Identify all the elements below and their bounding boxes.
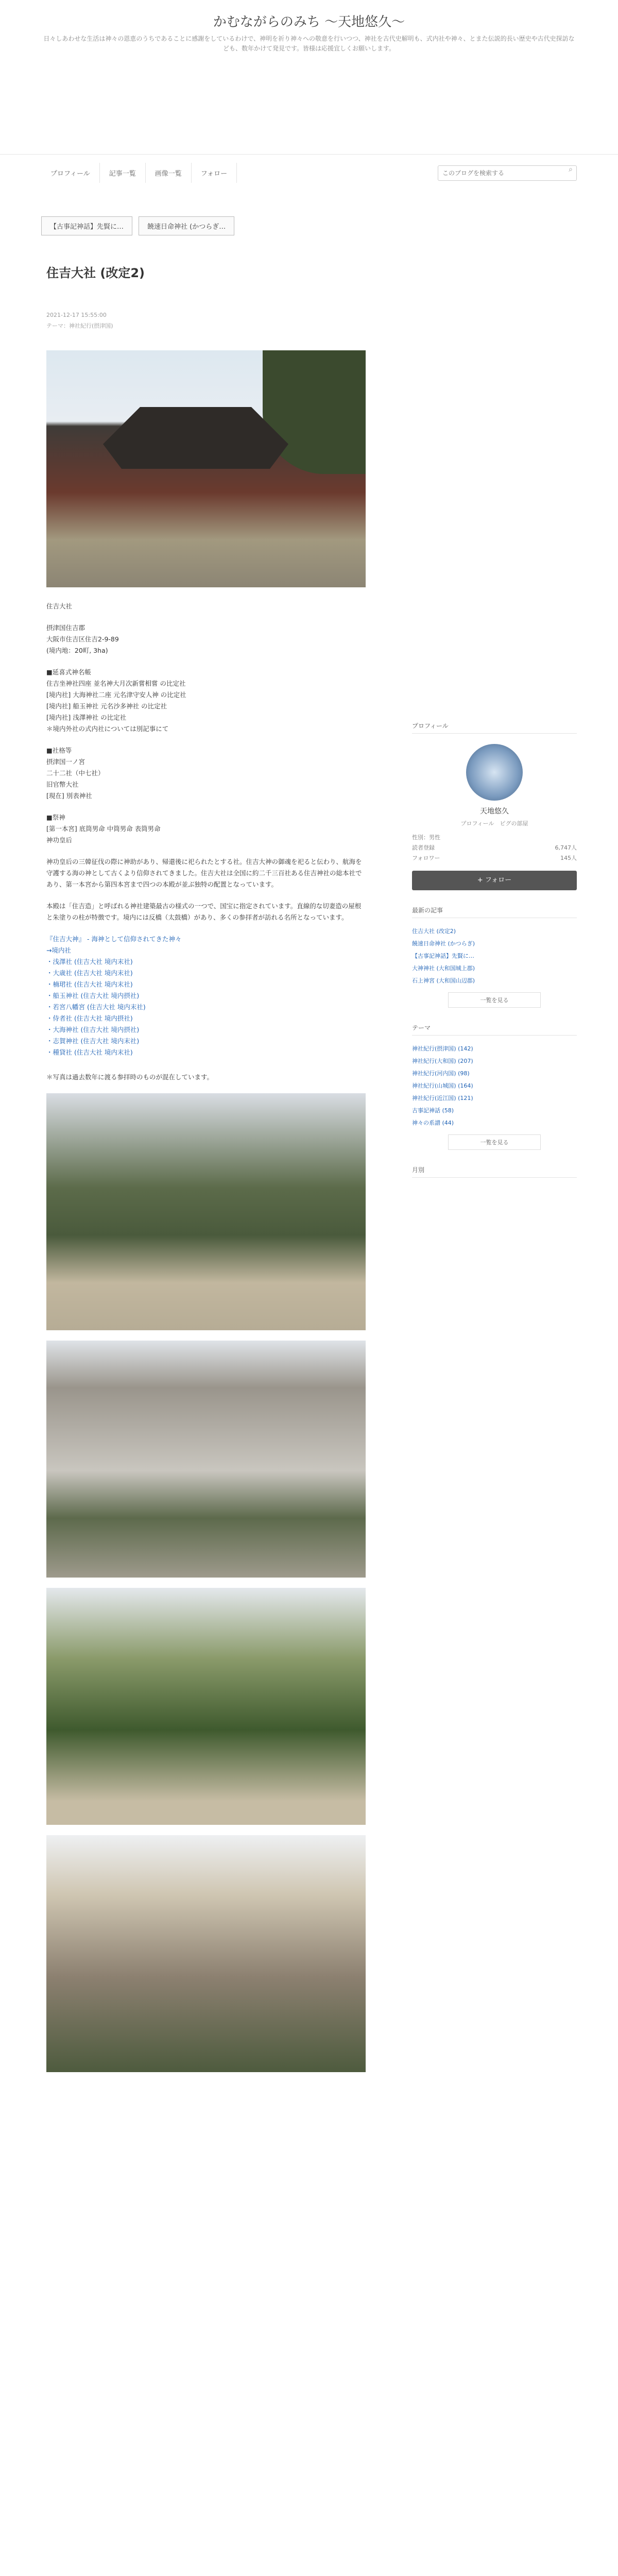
navbar bbox=[41, 163, 577, 183]
theme-item[interactable]: 神社紀行(河内国) (98) bbox=[412, 1070, 470, 1077]
post-name: 住吉大社 bbox=[46, 602, 73, 610]
recent-item[interactable]: 【古事記神話】先賢に… bbox=[412, 953, 474, 959]
follow-button[interactable]: + フォロー bbox=[412, 871, 577, 890]
post-paragraph-4: ■祭神 [第一本宮] 底筒男命 中筒男命 表筒男命 神功皇后 bbox=[46, 814, 161, 844]
site-title[interactable]: かむながらのみち 〜天地悠久〜 bbox=[213, 14, 405, 30]
link-funatama[interactable]: ・船玉神社 (住吉大社 境内摂社) bbox=[46, 992, 140, 999]
link-nankun[interactable]: ・楠珺社 (住吉大社 境内末社) bbox=[46, 980, 133, 988]
profile-name[interactable]: 天地悠久 bbox=[480, 807, 509, 816]
header bbox=[0, 0, 618, 155]
avatar[interactable] bbox=[466, 744, 523, 801]
recent-item[interactable]: 大神神社 (大和国城上郡) bbox=[412, 965, 475, 972]
post-title: 住吉大社 (改定2) bbox=[46, 266, 145, 280]
theme-item[interactable]: 古事記神話 (58) bbox=[412, 1107, 454, 1114]
recent-heading: 最新の記事 bbox=[412, 906, 577, 918]
link-tanekashi[interactable]: ・種貸社 (住吉大社 境内末社) bbox=[46, 1048, 133, 1056]
nav-profile[interactable]: プロフィール bbox=[41, 163, 100, 183]
link-asazawa[interactable]: ・浅澤社 (住吉大社 境内末社) bbox=[46, 958, 133, 965]
theme-list bbox=[412, 1043, 577, 1129]
photo-stone-lantern[interactable] bbox=[46, 1835, 366, 2072]
post-theme[interactable]: テーマ：神社紀行(摂津国) bbox=[46, 323, 113, 329]
shrine-main-photo[interactable] bbox=[46, 350, 366, 587]
post-paragraph-3: ■社格等 摂津国一ノ宮 二十二社（中七社） 旧官幣大社 [現在] 別表神社 bbox=[46, 747, 105, 800]
theme-item[interactable]: 神社紀行(近江国) (121) bbox=[412, 1095, 473, 1101]
recent-item[interactable]: 石上神宮 (大和国山辺郡) bbox=[412, 977, 475, 984]
recent-list bbox=[412, 925, 577, 987]
search-icon[interactable]: ⌕ bbox=[569, 165, 573, 174]
recent-item[interactable]: 住吉大社 (改定2) bbox=[412, 928, 456, 935]
link-keidaisha[interactable]: →境内社 bbox=[46, 946, 71, 954]
photo-approach[interactable] bbox=[46, 1093, 366, 1330]
site-description: 日々しあわせな生活は神々の恩恵のうちであることに感謝をしているわけで、神明を祈り神々への敬意を行いつつ、神社を古代史解明も、式内社や神々、とまた伝説的長い歴史や古代史探訪なども、数年かけて発見です。皆様は応援宜しくお願いします。 bbox=[43, 35, 575, 52]
theme-item[interactable]: 神々の系譜 (44) bbox=[412, 1120, 454, 1126]
link-shiga[interactable]: ・志賀神社 (住吉大社 境内末社) bbox=[46, 1037, 140, 1045]
stat-followers: フォロワー 145人 bbox=[412, 855, 577, 861]
post-date: 2021-12-17 15:55:00 bbox=[46, 312, 107, 318]
main-content bbox=[46, 242, 366, 2072]
photo-note: ＊写真は過去数年に渡る参拝時のものが混在しています。 bbox=[46, 1073, 214, 1081]
post-body bbox=[46, 601, 366, 923]
nav-images[interactable]: 画像一覧 bbox=[146, 163, 192, 183]
shrine-roof-shape bbox=[103, 407, 288, 469]
link-wakamiya[interactable]: ・若宮八幡宮 (住吉大社 境内末社) bbox=[46, 1003, 146, 1011]
pager bbox=[41, 216, 241, 235]
photo-lanterns-path[interactable] bbox=[46, 1588, 366, 1825]
theme-item[interactable]: 神社紀行(山城国) (164) bbox=[412, 1082, 473, 1089]
theme-heading: テーマ bbox=[412, 1023, 577, 1036]
link-otoshi[interactable]: ・大歳社 (住吉大社 境内末社) bbox=[46, 969, 133, 977]
recent-item[interactable]: 饒速日命神社 (かつらぎ) bbox=[412, 940, 475, 947]
next-post-button[interactable]: 饒速日命神社 (かつらぎ… bbox=[139, 216, 234, 235]
post-paragraph-5: 神功皇后の三韓征伐の際に神助があり、帰還後に祀られたとする社。住吉大神の御魂を祀ると伝わり、航海を守護する海の神として古くより信仰されてきました。住吉大社は全国に約二千三百社ある住吉神社の総本社であり、第一本宮から第四本宮まで四つの本殿が並ぶ独特の配置となっています。 bbox=[46, 858, 362, 888]
profile-links[interactable]: プロフィール ピグの部屋 bbox=[460, 820, 528, 827]
photo-torii-komainu[interactable] bbox=[46, 1341, 366, 1578]
profile-sex: 性別：男性 bbox=[412, 834, 440, 841]
link-jisha[interactable]: ・侍者社 (住吉大社 境内摂社) bbox=[46, 1014, 133, 1022]
profile-heading: プロフィール bbox=[412, 721, 577, 734]
nav-entries[interactable]: 記事一覧 bbox=[100, 163, 146, 183]
recent-more-button[interactable]: 一覧を見る bbox=[448, 992, 541, 1008]
prev-post-button[interactable]: 【古事記神話】先賢に… bbox=[41, 216, 132, 235]
archive-heading: 月別 bbox=[412, 1165, 577, 1178]
related-links bbox=[46, 934, 366, 1058]
theme-item[interactable]: 神社紀行(摂津国) (142) bbox=[412, 1045, 473, 1052]
link-daikai[interactable]: ・大海神社 (住吉大社 境内摂社) bbox=[46, 1026, 140, 1033]
post-paragraph-6: 本殿は「住吉造」と呼ばれる神社建築最古の様式の一つで、国宝に指定されています。直線的な切妻造の屋根と朱塗りの柱が特徴です。境内には反橋（太鼓橋）があり、多くの参拝者が訪れる名所となっています。 bbox=[46, 902, 362, 921]
link-sumiyoshi-kami[interactable]: 『住吉大神』 - 海神として信仰されてきた神々 bbox=[46, 935, 182, 943]
post-paragraph-2: ■延喜式神名帳 住吉坐神社四座 並名神大月次新嘗相嘗 の比定社 [境内社] 大海神社二座 元名津守安人神 の比定社 [境内社] 船玉神社 元名沙多神社 の比定社 [境内社] 浅澤神社 の比定社 ＊境内外社の式内社については別記事にて bbox=[46, 668, 186, 733]
nav-follow[interactable]: フォロー bbox=[192, 163, 237, 183]
post-paragraph-1: 摂津国住吉郡 大阪市住吉区住吉2-9-89 (境内地：20町, 3ha) bbox=[46, 624, 119, 654]
search-input[interactable] bbox=[438, 165, 577, 181]
stat-readers: 読者登録 6,747人 bbox=[412, 844, 577, 851]
sidebar bbox=[412, 721, 577, 1185]
theme-more-button[interactable]: 一覧を見る bbox=[448, 1134, 541, 1150]
theme-item[interactable]: 神社紀行(大和国) (207) bbox=[412, 1058, 473, 1064]
